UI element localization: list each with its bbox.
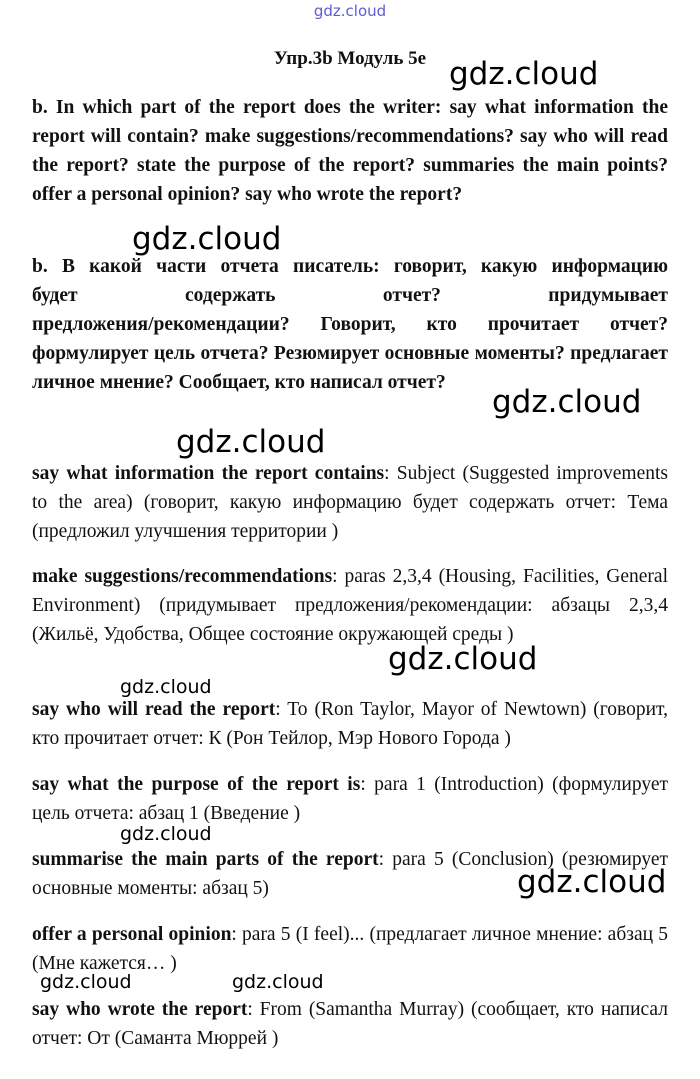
answer-text: : To (Ron Taylor, Mayor of Newtown) (говорит, кто прочитает отчет: К (Рон Тейлор, Мэр Нового Города ) — [32, 699, 668, 749]
watermark: gdz.cloud — [388, 641, 538, 677]
answer-key: say what the purpose of the report is — [32, 774, 361, 795]
question-english: b. In which part of the report does the writer: say what information the report will contain? make suggestions/recommendations? say who will read the report? state the purpose of the report? summaries the main points? offer a personal opinion? say who wrote the report? — [32, 97, 668, 205]
answer-text: : para 5 (I feel)... (предлагает личное мнение: абзац 5 (Мне кажется… ) — [32, 924, 669, 974]
watermark: gdz.cloud — [232, 971, 324, 993]
question-russian-line-2: будет содержать отчет? придумывает — [32, 285, 668, 306]
watermark: gdz.cloud — [492, 384, 642, 420]
answer-key: say who will read the report — [32, 699, 276, 720]
answer-item — [32, 920, 668, 978]
question-russian-line-1: b. В какой части отчета писатель: говорит, какую информацию — [32, 256, 668, 277]
answer-text: : Subject (Suggested improvements to the area) (говорит, какую информацию будет содержать отчет: Тема (предложил улучшения территории ) — [32, 463, 668, 542]
watermark: gdz.cloud — [120, 676, 212, 698]
answer-item — [32, 459, 668, 546]
answer-text: : paras 2,3,4 (Housing, Facilities, General Environment) (придумывает предложения/рекомендации: абзацы 2,3,4 (Жильё, Удобства, Общее состояние окружающей среды ) — [32, 566, 668, 645]
answer-item — [32, 770, 668, 828]
answer-key: say who wrote the report — [32, 999, 248, 1020]
page-title: Упр.3b Модуль 5е — [273, 48, 427, 69]
watermark: gdz.cloud — [132, 221, 282, 257]
watermark: gdz.cloud — [449, 56, 599, 92]
answer-item — [32, 695, 668, 753]
answer-text: : para 5 (Conclusion) (резюмирует основные моменты: абзац 5) — [32, 849, 668, 899]
answer-text: : para 1 (Introduction) (формулирует цель отчета: абзац 1 (Введение ) — [32, 774, 669, 824]
watermark: gdz.cloud — [40, 971, 132, 993]
watermark: gdz.cloud — [517, 864, 667, 900]
answer-key: make suggestions/recommendations — [32, 566, 333, 587]
watermark: gdz.cloud — [176, 424, 326, 460]
watermark: gdz.cloud — [120, 823, 212, 845]
site-name: gdz.cloud — [313, 2, 387, 20]
answer-key: offer a personal opinion — [32, 924, 232, 945]
answer-key: say what information the report contains — [32, 463, 385, 484]
answer-text: : From (Samantha Murray) (сообщает, кто написал отчет: От (Саманта Мюррей ) — [32, 999, 668, 1049]
question-russian-rest: предложения/рекомендации? Говорит, кто прочитает отчет? формулирует цель отчета? Резюмирует основные моменты? предлагает личное мнение? Сообщает, кто написал отчет? — [32, 314, 668, 393]
question-russian — [32, 252, 668, 397]
answer-key: summarise the main parts of the report — [32, 849, 379, 870]
answer-item — [32, 995, 668, 1053]
answer-item — [32, 562, 668, 649]
